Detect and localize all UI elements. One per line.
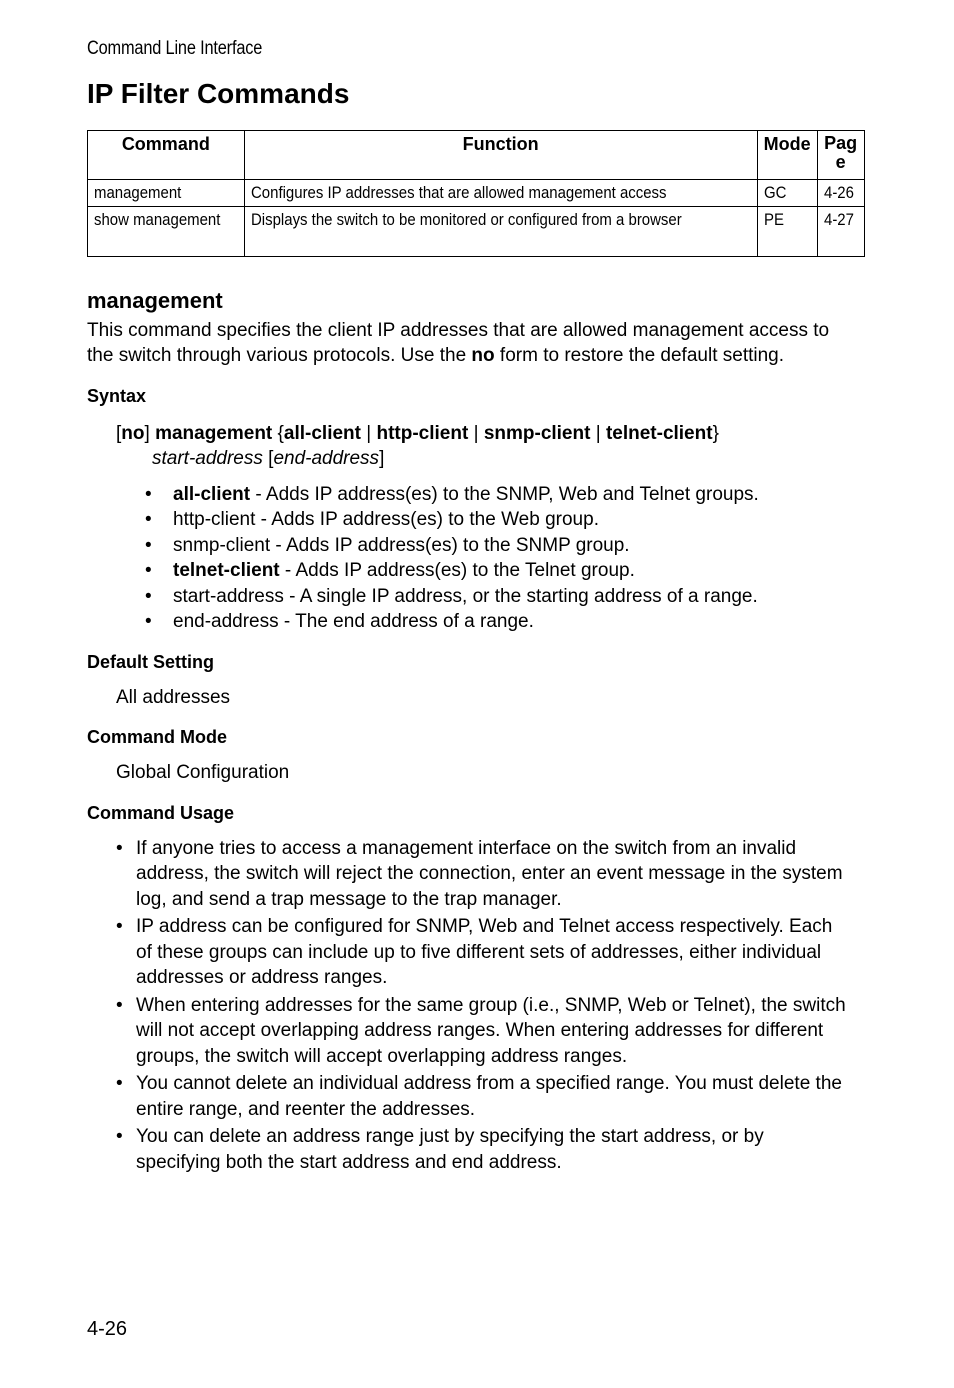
command-description: This command specifies the client IP addresses that are allowed management access to the switch through various protocols. Use the no form to restore the default setting.: [87, 319, 830, 366]
table-row: [88, 207, 865, 257]
cell-mode: PE: [757, 207, 817, 257]
cell-function: Displays the switch to be monitored or configured from a browser: [244, 207, 757, 257]
table-header-row: [88, 131, 865, 180]
running-head: Command Line Interface: [87, 38, 263, 59]
list-item: • all-client - Adds IP address(es) to the SNMP, Web and Telnet groups.: [145, 482, 847, 508]
list-item: • If anyone tries to access a management interface on the switch from an invalid address, the switch will reject the connection, enter an event message in the system log, and send a trap message to the trap manager.: [116, 836, 847, 913]
parameter-list: [145, 482, 847, 635]
list-item: • snmp-client - Adds IP address(es) to the SNMP group.: [145, 533, 847, 559]
syntax-line-1: [no] management {all-client | http-client | snmp-client | telnet-client}: [116, 422, 719, 444]
table-row: [88, 180, 865, 207]
list-item: • When entering addresses for the same group (i.e., SNMP, Web or Telnet), the switch will not accept overlapping address ranges. When entering addresses for different groups, the switch will accept overlapping address ranges.: [116, 993, 847, 1070]
list-item: • IP address can be configured for SNMP, Web and Telnet access respectively. Each of these groups can include up to five different sets of addresses, either individual addresses or address ranges.: [116, 914, 847, 991]
header-function: Function: [244, 131, 757, 180]
list-item: • You can delete an address range just by specifying the start address, or by specifying both the start address and end address.: [116, 1124, 847, 1175]
header-command: Command: [88, 131, 245, 180]
cell-mode: GC: [757, 180, 817, 207]
syntax-line-2: start-address [end-address]: [152, 448, 385, 469]
cell-page: 4-26: [817, 180, 864, 207]
section-title: IP Filter Commands: [87, 78, 350, 109]
page-number: 4-26: [87, 1318, 128, 1340]
command-name: management: [87, 288, 223, 313]
cell-command: management: [88, 180, 245, 207]
command-mode-value: Global Configuration: [116, 762, 290, 783]
list-item: • end-address - The end address of a range.: [145, 609, 847, 635]
header-page: Pag e: [817, 131, 864, 180]
list-item: • You cannot delete an individual address from a specified range. You must delete the entire range, and reenter the addresses.: [116, 1071, 847, 1122]
cell-function: Configures IP addresses that are allowed management access: [244, 180, 757, 207]
cell-command: show management: [88, 207, 245, 257]
list-item: • http-client - Adds IP address(es) to the Web group.: [145, 507, 847, 533]
command-table: [87, 130, 865, 257]
command-section: [87, 288, 847, 1177]
list-item: • start-address - A single IP address, or the starting address of a range.: [145, 584, 847, 610]
command-usage-heading: Command Usage: [87, 802, 235, 823]
cell-page: 4-27: [817, 207, 864, 257]
syntax-block: [116, 421, 847, 472]
default-setting-value: All addresses: [116, 686, 231, 708]
list-item: • telnet-client - Adds IP address(es) to the Telnet group.: [145, 558, 847, 584]
header-mode: Mode: [757, 131, 817, 180]
default-setting-heading: Default Setting: [87, 651, 215, 672]
usage-list: [116, 836, 847, 1176]
command-mode-heading: Command Mode: [87, 727, 228, 747]
syntax-heading: Syntax: [87, 385, 147, 406]
